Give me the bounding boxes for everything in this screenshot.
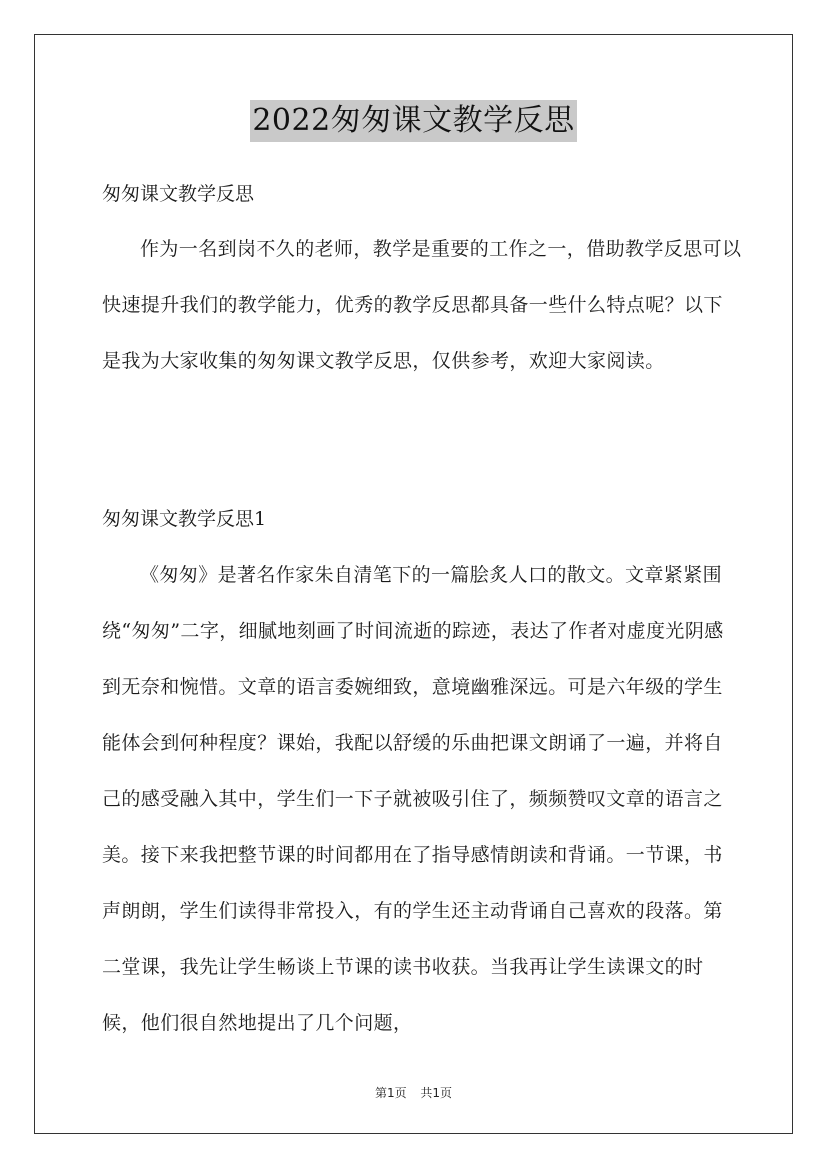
page-total: 共1页 [420, 1086, 453, 1100]
page-number: 第1页 [374, 1086, 407, 1100]
section-heading-reflection-1: 匆匆课文教学反思1 [102, 508, 267, 530]
title-container [0, 100, 827, 142]
document-title: 2022匆匆课文教学反思 [250, 100, 576, 142]
body-paragraph: 《匆匆》是著名作家朱自清笔下的一篇脍炙人口的散文。文章紧紧围绕“匆匆”二字，细腻地刻画了时间流逝的踪迹，表达了作者对虚度光阴感到无奈和惋惜。文章的语言委婉细致，意境幽雅深远。可是六年级的学生能体会到何种程度？课始，我配以舒缓的乐曲把课文朗诵了一遍，并将自己的感受融入其中，学生们一下子就被吸引住了，频频赞叹文章的语言之美。接下来我把整节课的时间都用在了指导感情朗读和背诵。一节课，书声朗朗，学生们读得非常投入，有的学生还主动背诵自己喜欢的段落。第二堂课，我先让学生畅谈上节课的读书收获。当我再让学生读课文的时候，他们很自然地提出了几个问题， [102, 564, 724, 1034]
page-footer [0, 1084, 827, 1101]
intro-paragraph: 作为一名到岗不久的老师，教学是重要的工作之一，借助教学反思可以快速提升我们的教学能力，优秀的教学反思都具备一些什么特点呢？以下是我为大家收集的匆匆课文教学反思，仅供参考，欢迎大家阅读。 [102, 238, 742, 372]
section-heading-intro: 匆匆课文教学反思 [102, 183, 255, 205]
